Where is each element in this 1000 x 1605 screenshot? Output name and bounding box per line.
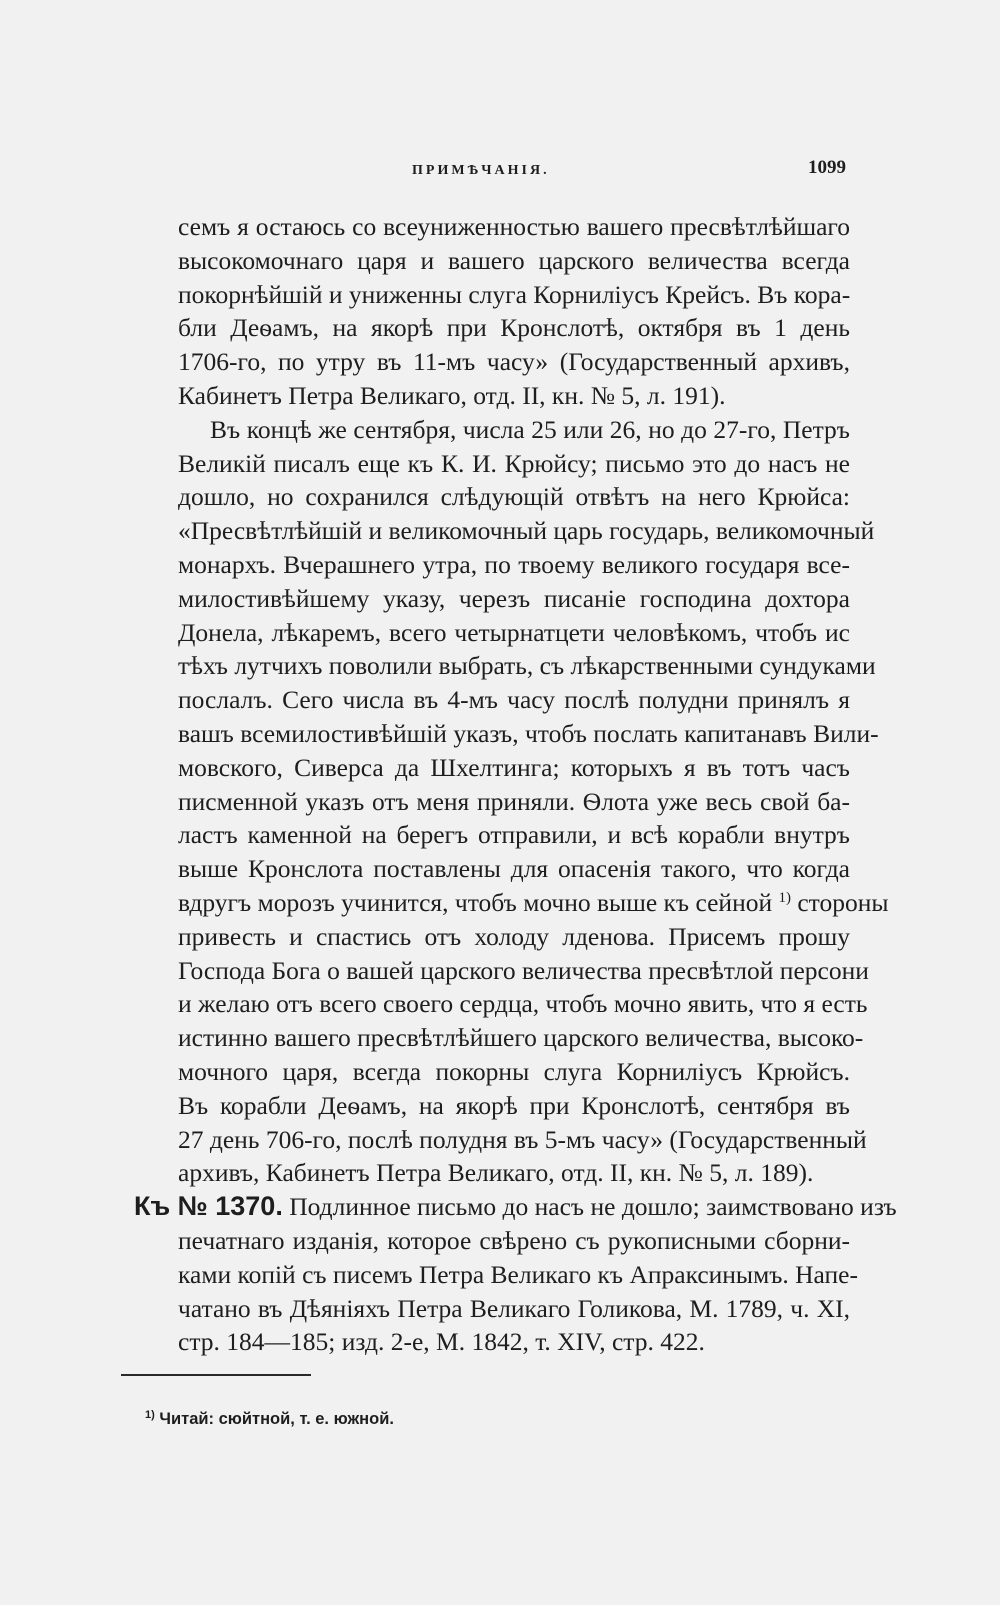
text-line: «Пресвѣтлѣйшій и великомочный царь государь, великомочный — [178, 516, 875, 546]
text-line: выше Кронслота поставлены для опасенія такого, что когда — [178, 854, 850, 884]
footnote-divider — [121, 1374, 311, 1376]
paragraph-continuation — [178, 210, 850, 413]
text-line: семъ я остаюсь со всеуниженностью вашего пресвѣтлѣйшаго — [178, 212, 850, 241]
running-head — [0, 157, 1000, 187]
text-line: высокомочнаго царя и вашего царского величества всегда — [178, 245, 850, 275]
text-line: чатано въ Дѣяніяхъ Петра Великаго Голикова, М. 1789, ч. XI, — [178, 1293, 850, 1323]
text-line: привесть и спастись отъ холоду лденова. Присемъ прошу — [178, 921, 850, 951]
text-line: Господа Бога о вашей царского величества пресвѣтлой персони — [178, 955, 869, 985]
text-line: послалъ. Сего числа въ 4-мъ часу послѣ полудни принялъ я — [178, 685, 850, 715]
text-line: тѣхъ лутчихъ поволили выбрать, съ лѣкарственными сундуками — [178, 651, 876, 681]
text-line: Донела, лѣкаремъ, всего четырнатцети человѣкомъ, чтобъ ис — [178, 617, 850, 647]
text-line: Въ корабли Деѳамъ, на якорѣ при Кронслотѣ, сентября въ — [178, 1090, 850, 1120]
text-line: вашъ всемилостивѣйшій указъ, чтобъ послать капитанавъ Вили- — [178, 718, 879, 748]
text-line: 1706-го, по утру въ 11-мъ часу» (Государственный архивъ, — [178, 347, 850, 377]
footnote — [145, 1410, 394, 1429]
text-line-with-footnote-ref — [178, 886, 889, 920]
text-line: ластъ каменной на берегъ отправили, и всѣ корабли внутръ — [178, 820, 850, 850]
paragraph-kruys-letter — [178, 413, 889, 1190]
text-line: покорнѣйшій и униженны слуга Корниліусъ Крейсъ. Въ кора- — [178, 279, 851, 309]
text-line: писменной указъ отъ меня приняли. Ѳлота уже весь свой ба- — [178, 786, 850, 816]
text-line: мочного царя, всегда покорны слуга Корниліусъ Крюйсъ. — [178, 1056, 850, 1086]
body-text — [134, 210, 897, 1359]
entry-label: Къ № 1370. — [134, 1191, 283, 1222]
text-line: дошло, но сохранился слѣдующій отвѣтъ на него Крюйса: — [178, 482, 850, 512]
text-line: мовского, Сиверса да Шхелтинга; которыхъ я въ тотъ часъ — [178, 752, 850, 782]
text-line: 27 день 706-го, послѣ полудня въ 5-мъ часу» (Государственный — [178, 1124, 867, 1154]
text-line: милостивѣйшему указу, черезъ писаніе господина дохтора — [178, 583, 850, 613]
page-number: 1099 — [808, 157, 846, 178]
footnote-marker: 1) — [145, 1409, 155, 1421]
text-line: монархъ. Вчерашнего утра, по твоему великого государя все- — [178, 549, 850, 579]
text-line: архивъ, Кабинетъ Петра Великаго, отд. II, кн. № 5, л. 189). — [178, 1158, 814, 1188]
footnote-reference: 1) — [778, 889, 791, 906]
text-line: ками копій съ писемъ Петра Великаго къ Апраксинымъ. Напе- — [178, 1259, 858, 1289]
text-line: Великій писалъ еще къ К. И. Крюйсу; письмо это до насъ не — [178, 448, 850, 478]
footnote-text: Читай: сюйтной, т. е. южной. — [159, 1410, 394, 1428]
text-line: и желаю отъ всего своего сердца, чтобъ мочно явить, что я есть — [178, 989, 868, 1019]
text-segment: стороны — [797, 887, 889, 917]
text-segment: вдругъ морозъ учинится, чтобъ мочно выше къ сейной — [178, 887, 773, 917]
page-header-title: ПРИМѢЧАНІЯ. — [412, 163, 550, 178]
text-line: печатнаго изданія, которое свѣрено съ рукописными сборни- — [178, 1225, 850, 1255]
text-line: бли Деѳамъ, на якорѣ при Кронслотѣ, октября въ 1 день — [178, 313, 850, 343]
text-line: Кабинетъ Петра Великаго, отд. II, кн. № 5, л. 191). — [178, 380, 726, 410]
text-segment: Подлинное письмо до насъ не дошло; заимствовано изъ — [289, 1192, 897, 1222]
entry-first-line — [134, 1190, 897, 1224]
note-entry-1370 — [134, 1190, 897, 1359]
text-line: стр. 184—185; изд. 2-е, М. 1842, т. XIV, стр. 422. — [178, 1327, 705, 1357]
text-line: истинно вашего пресвѣтлѣйшего царского величества, высоко- — [178, 1023, 864, 1053]
text-line: Въ концѣ же сентября, числа 25 или 26, но до 27-го, Петръ — [210, 414, 850, 444]
